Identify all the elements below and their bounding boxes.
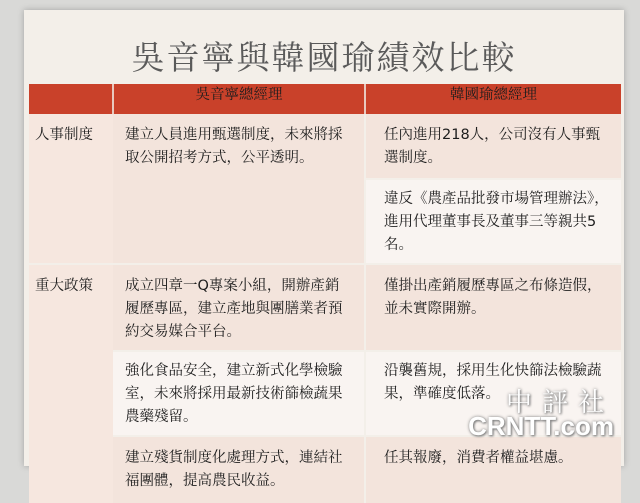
watermark-logo [464,382,614,442]
cell-wu-policy-3: 建立殘貨制度化處理方式，連結社福團體，提高農民收益。 [113,436,365,503]
table-row [29,114,621,179]
watermark-line2: CRNTT.com [468,411,614,441]
category-hr: 人事制度 [29,114,113,264]
header-wu: 吳音寧總經理 [113,84,365,114]
cell-wu-hr: 建立人員進用甄選制度，未來將採取公開招考方式，公平透明。 [113,114,365,264]
cell-han-hr-1: 任內進用218人，公司沒有人事甄選制度。 [365,114,621,179]
header-empty [29,84,113,114]
table-row [29,264,621,351]
cell-han-policy-2: 沿襲舊規，採用生化快篩法檢驗蔬果，準確度低落。 [365,351,621,436]
cell-wu-policy-2: 強化食品安全，建立新式化學檢驗室，未來將採用最新技術篩檢蔬果農藥殘留。 [113,351,365,436]
category-policy: 重大政策 [29,264,113,503]
cell-han-hr-2: 違反《農產品批發市場管理辦法》，進用代理董事長及董事三等親共5名。 [365,179,621,264]
cell-wu-policy-1: 成立四章一Q專案小組，開辦產銷履歷專區，建立產地與團膳業者預約交易媒合平台。 [113,264,365,351]
table-header-row [29,84,621,114]
cell-han-policy-3: 任其報廢，消費者權益堪慮。 [365,436,621,503]
table-row [29,436,621,503]
header-han: 韓國瑜總經理 [365,84,621,114]
slide-title: 吳音寧與韓國瑜績效比較 [131,38,517,77]
watermark-line1: 中評社 [505,388,614,418]
cell-han-policy-1: 僅掛出產銷履歷專區之布條造假，並未實際開辦。 [365,264,621,351]
